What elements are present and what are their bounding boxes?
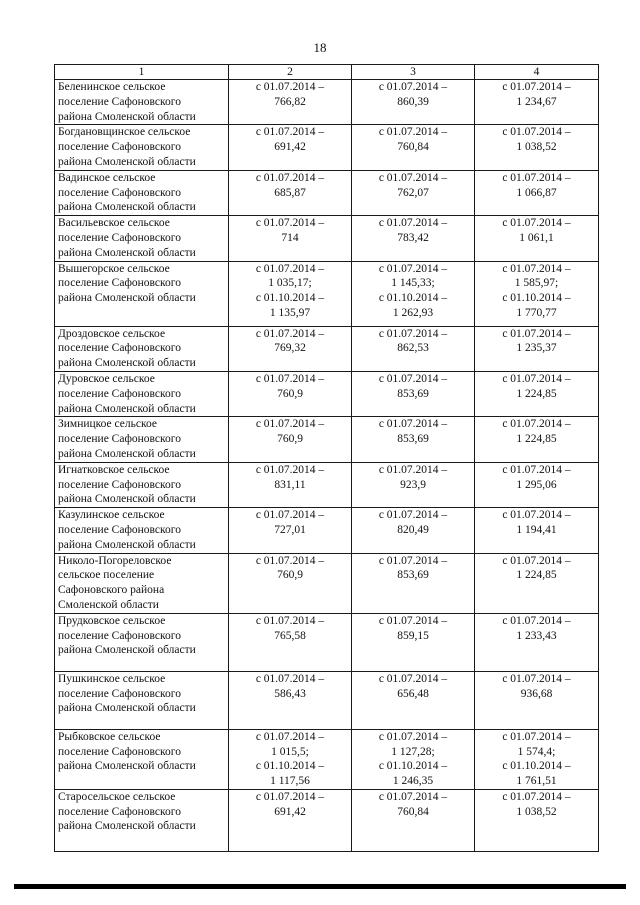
tariff-column-3: с 01.07.2014 – 853,69 (352, 553, 475, 613)
tariff-column-2: с 01.07.2014 – 766,82 (229, 80, 352, 125)
table-row (55, 417, 599, 462)
settlement-name: Вадинское сельское поселение Сафоновского района Смоленской области (55, 170, 229, 215)
tariff-column-3: с 01.07.2014 – 859,15 (352, 613, 475, 671)
tariff-column-3: с 01.07.2014 – 853,69 (352, 417, 475, 462)
table-row (55, 216, 599, 261)
settlement-name: Васильевское сельское поселение Сафоновского района Смоленской области (55, 216, 229, 261)
table-row (55, 80, 599, 125)
bottom-rule (14, 884, 626, 889)
settlement-name: Богдановщинское сельское поселение Сафоновского района Смоленской области (55, 125, 229, 170)
tariff-column-2: с 01.07.2014 – 691,42 (229, 125, 352, 170)
tariff-column-3: с 01.07.2014 – 762,07 (352, 170, 475, 215)
table-row (55, 508, 599, 553)
tariff-column-2: с 01.07.2014 – 760,9 (229, 553, 352, 613)
table-row (55, 326, 599, 371)
tariff-column-3: с 01.07.2014 – 860,39 (352, 80, 475, 125)
tariff-column-2: с 01.07.2014 – 727,01 (229, 508, 352, 553)
tariff-column-3: с 01.07.2014 – 853,69 (352, 371, 475, 416)
tariff-column-2: с 01.07.2014 – 586,43 (229, 671, 352, 729)
tariff-column-3: с 01.07.2014 – 820,49 (352, 508, 475, 553)
tariff-column-4: с 01.07.2014 – 1 574,4; с 01.10.2014 – 1 761,51 (475, 729, 599, 789)
column-header-1: 1 (55, 65, 229, 80)
tariff-column-4: с 01.07.2014 – 1 038,52 (475, 789, 599, 851)
table-row (55, 613, 599, 671)
header-row (55, 65, 599, 80)
table-row (55, 125, 599, 170)
tariff-column-2: с 01.07.2014 – 1 035,17; с 01.10.2014 – 1 135,97 (229, 261, 352, 326)
tariff-column-2: с 01.07.2014 – 685,87 (229, 170, 352, 215)
page-number: 18 (313, 40, 327, 55)
tariff-column-4: с 01.07.2014 – 1 224,85 (475, 553, 599, 613)
table-row (55, 729, 599, 789)
tariff-column-4: с 01.07.2014 – 1 233,43 (475, 613, 599, 671)
settlement-name: Дроздовское сельское поселение Сафоновского района Смоленской области (55, 326, 229, 371)
tariff-column-3: с 01.07.2014 – 862,53 (352, 326, 475, 371)
tariff-column-4: с 01.07.2014 – 1 066,87 (475, 170, 599, 215)
settlement-name: Пушкинское сельское поселение Сафоновского района Смоленской области (55, 671, 229, 729)
table-row (55, 371, 599, 416)
tariff-table (54, 64, 599, 852)
settlement-name: Дуровское сельское поселение Сафоновского района Смоленской области (55, 371, 229, 416)
settlement-name: Беленинское сельское поселение Сафоновского района Смоленской области (55, 80, 229, 125)
settlement-name: Казулинское сельское поселение Сафоновского района Смоленской области (55, 508, 229, 553)
tariff-column-4: с 01.07.2014 – 1 061,1 (475, 216, 599, 261)
tariff-column-3: с 01.07.2014 – 760,84 (352, 125, 475, 170)
tariff-column-4: с 01.07.2014 – 1 295,06 (475, 462, 599, 507)
table-row (55, 553, 599, 613)
table-row (55, 789, 599, 851)
tariff-column-2: с 01.07.2014 – 760,9 (229, 371, 352, 416)
settlement-name: Игнатковское сельское поселение Сафоновского района Смоленской области (55, 462, 229, 507)
settlement-name: Старосельское сельское поселение Сафоновского района Смоленской области (55, 789, 229, 851)
tariff-column-4: с 01.07.2014 – 1 224,85 (475, 371, 599, 416)
tariff-column-3: с 01.07.2014 – 656,48 (352, 671, 475, 729)
settlement-name: Вышегорское сельское поселение Сафоновского района Смоленской области (55, 261, 229, 326)
tariff-column-3: с 01.07.2014 – 923,9 (352, 462, 475, 507)
table-row (55, 462, 599, 507)
tariff-column-3: с 01.07.2014 – 783,42 (352, 216, 475, 261)
settlement-name: Рыбковское сельское поселение Сафоновского района Смоленской области (55, 729, 229, 789)
table-row (55, 170, 599, 215)
tariff-column-4: с 01.07.2014 – 1 224,85 (475, 417, 599, 462)
column-header-2: 2 (229, 65, 352, 80)
table-row (55, 671, 599, 729)
tariff-column-3: с 01.07.2014 – 1 127,28; с 01.10.2014 – 1 246,35 (352, 729, 475, 789)
tariff-column-3: с 01.07.2014 – 760,84 (352, 789, 475, 851)
tariff-column-2: с 01.07.2014 – 769,32 (229, 326, 352, 371)
tariff-column-4: с 01.07.2014 – 1 234,67 (475, 80, 599, 125)
tariff-column-2: с 01.07.2014 – 691,42 (229, 789, 352, 851)
table-row (55, 261, 599, 326)
settlement-name: Прудковское сельское поселение Сафоновского района Смоленской области (55, 613, 229, 671)
settlement-name: Николо-Погореловское сельское поселение Сафоновского района Смоленской области (55, 553, 229, 613)
tariff-column-2: с 01.07.2014 – 831,11 (229, 462, 352, 507)
tariff-column-4: с 01.07.2014 – 1 038,52 (475, 125, 599, 170)
tariff-column-2: с 01.07.2014 – 714 (229, 216, 352, 261)
tariff-column-4: с 01.07.2014 – 936,68 (475, 671, 599, 729)
tariff-column-3: с 01.07.2014 – 1 145,33; с 01.10.2014 – 1 262,93 (352, 261, 475, 326)
column-header-3: 3 (352, 65, 475, 80)
tariff-column-2: с 01.07.2014 – 1 015,5; с 01.10.2014 – 1 117,56 (229, 729, 352, 789)
column-header-4: 4 (475, 65, 599, 80)
tariff-column-4: с 01.07.2014 – 1 194,41 (475, 508, 599, 553)
settlement-name: Зимницкое сельское поселение Сафоновского района Смоленской области (55, 417, 229, 462)
tariff-column-4: с 01.07.2014 – 1 585,97; с 01.10.2014 – 1 770,77 (475, 261, 599, 326)
tariff-column-4: с 01.07.2014 – 1 235,37 (475, 326, 599, 371)
tariff-column-2: с 01.07.2014 – 760,9 (229, 417, 352, 462)
tariff-column-2: с 01.07.2014 – 765,58 (229, 613, 352, 671)
